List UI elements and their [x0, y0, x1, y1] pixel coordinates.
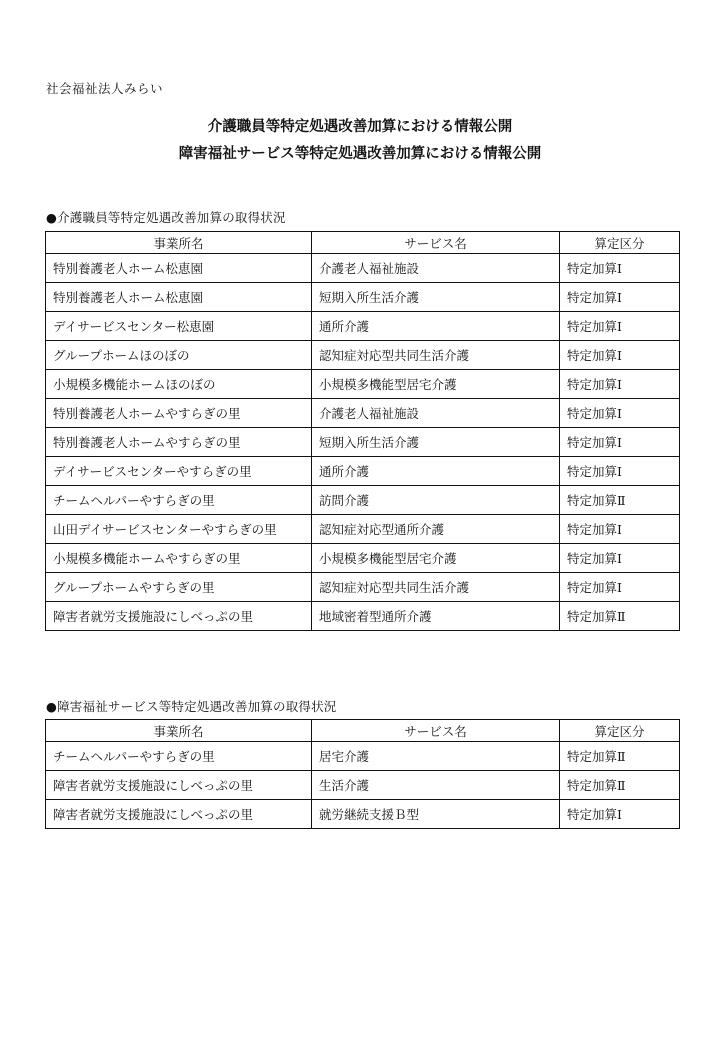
table-row — [46, 341, 680, 370]
table-row — [46, 602, 680, 631]
table-row — [46, 399, 680, 428]
cell-service-name: 介護老人福祉施設 — [312, 254, 560, 283]
cell-category: 特定加算Ⅰ — [560, 370, 680, 399]
section-heading-disability-services: ●障害福祉サービス等特定処遇改善加算の取得状況 — [46, 699, 337, 714]
cell-category: 特定加算Ⅱ — [560, 742, 680, 771]
cell-office-name: 特別養護老人ホーム松恵園 — [46, 283, 312, 312]
cell-office-name: 障害者就労支援施設にしべっぷの里 — [46, 602, 312, 631]
cell-service-name: 通所介護 — [312, 312, 560, 341]
cell-service-name: 居宅介護 — [312, 742, 560, 771]
cell-category: 特定加算Ⅰ — [560, 457, 680, 486]
cell-category: 特定加算Ⅱ — [560, 771, 680, 800]
cell-office-name: チームヘルパーやすらぎの里 — [46, 486, 312, 515]
care-staff-addition-table — [45, 231, 680, 631]
table-row — [46, 486, 680, 515]
table-row — [46, 457, 680, 486]
table-row — [46, 428, 680, 457]
cell-category: 特定加算Ⅰ — [560, 515, 680, 544]
disability-services-addition-table — [45, 719, 680, 829]
table-row — [46, 800, 680, 829]
page-titles — [0, 113, 720, 167]
column-header-service: サービス名 — [312, 720, 560, 742]
cell-service-name: 小規模多機能型居宅介護 — [312, 544, 560, 573]
column-header-service: サービス名 — [312, 232, 560, 254]
column-header-category: 算定区分 — [560, 720, 680, 742]
cell-service-name: 認知症対応型共同生活介護 — [312, 573, 560, 602]
section-heading-care-staff: ●介護職員等特定処遇改善加算の取得状況 — [46, 210, 286, 225]
page-subtitle: 障害福祉サービス等特定処遇改善加算における情報公開 — [178, 145, 542, 162]
cell-service-name: 認知症対応型共同生活介護 — [312, 341, 560, 370]
cell-category: 特定加算Ⅰ — [560, 428, 680, 457]
cell-office-name: 特別養護老人ホームやすらぎの里 — [46, 428, 312, 457]
organization-name: 社会福祉法人みらい — [46, 81, 164, 96]
cell-service-name: 認知症対応型通所介護 — [312, 515, 560, 544]
cell-office-name: デイサービスセンターやすらぎの里 — [46, 457, 312, 486]
cell-category: 特定加算Ⅰ — [560, 544, 680, 573]
cell-office-name: デイサービスセンター松恵園 — [46, 312, 312, 341]
table-header-row — [46, 720, 680, 742]
cell-office-name: 小規模多機能ホームやすらぎの里 — [46, 544, 312, 573]
cell-office-name: グループホームほのぼの — [46, 341, 312, 370]
cell-category: 特定加算Ⅰ — [560, 312, 680, 341]
table-row — [46, 370, 680, 399]
table-row — [46, 573, 680, 602]
cell-category: 特定加算Ⅰ — [560, 573, 680, 602]
table-row — [46, 742, 680, 771]
cell-office-name: グループホームやすらぎの里 — [46, 573, 312, 602]
cell-service-name: 訪問介護 — [312, 486, 560, 515]
cell-office-name: 特別養護老人ホーム松恵園 — [46, 254, 312, 283]
column-header-office: 事業所名 — [46, 232, 312, 254]
cell-service-name: 介護老人福祉施設 — [312, 399, 560, 428]
cell-office-name: 小規模多機能ホームほのぼの — [46, 370, 312, 399]
table-row — [46, 771, 680, 800]
cell-service-name: 通所介護 — [312, 457, 560, 486]
cell-office-name: 障害者就労支援施設にしべっぷの里 — [46, 771, 312, 800]
cell-service-name: 短期入所生活介護 — [312, 428, 560, 457]
table-row — [46, 312, 680, 341]
cell-office-name: 障害者就労支援施設にしべっぷの里 — [46, 800, 312, 829]
table-row — [46, 283, 680, 312]
cell-service-name: 就労継続支援Ｂ型 — [312, 800, 560, 829]
column-header-office: 事業所名 — [46, 720, 312, 742]
table-row — [46, 515, 680, 544]
page-title: 介護職員等特定処遇改善加算における情報公開 — [207, 118, 513, 135]
cell-category: 特定加算Ⅰ — [560, 341, 680, 370]
cell-office-name: 山田デイサービスセンターやすらぎの里 — [46, 515, 312, 544]
column-header-category: 算定区分 — [560, 232, 680, 254]
cell-category: 特定加算Ⅱ — [560, 486, 680, 515]
table-row — [46, 544, 680, 573]
cell-category: 特定加算Ⅰ — [560, 254, 680, 283]
cell-service-name: 短期入所生活介護 — [312, 283, 560, 312]
cell-category: 特定加算Ⅱ — [560, 602, 680, 631]
cell-office-name: 特別養護老人ホームやすらぎの里 — [46, 399, 312, 428]
table-row — [46, 254, 680, 283]
cell-service-name: 生活介護 — [312, 771, 560, 800]
cell-service-name: 地域密着型通所介護 — [312, 602, 560, 631]
cell-category: 特定加算Ⅰ — [560, 800, 680, 829]
table-header-row — [46, 232, 680, 254]
cell-service-name: 小規模多機能型居宅介護 — [312, 370, 560, 399]
cell-office-name: チームヘルパーやすらぎの里 — [46, 742, 312, 771]
cell-category: 特定加算Ⅰ — [560, 283, 680, 312]
cell-category: 特定加算Ⅰ — [560, 399, 680, 428]
